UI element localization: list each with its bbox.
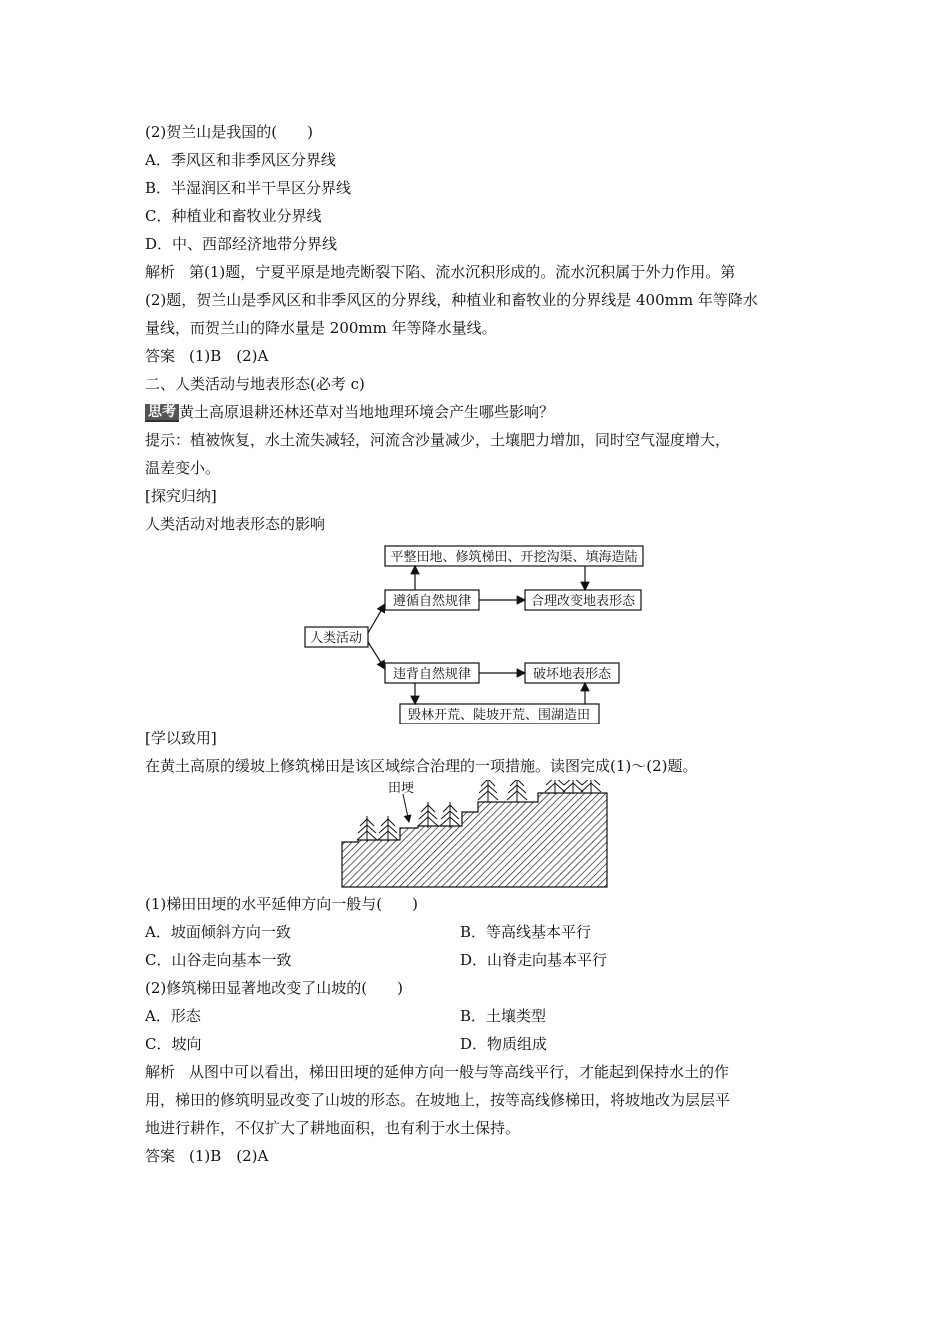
- tree: [378, 816, 398, 842]
- q2-title: (2)修筑梯田显著地改变了山坡的( ): [145, 979, 403, 997]
- analysis-line-1: 解析 第(1)题，宁夏平原是地壳断裂下陷、流水沉积形成的。流水沉积属于外力作用。第: [145, 263, 736, 281]
- hint-line-1: 提示：植被恢复，水土流失减轻，河流含沙量减少，土壤肥力增加，同时空气湿度增大，: [145, 431, 731, 449]
- q1-title: (1)梯田田埂的水平延伸方向一般与( ): [145, 895, 418, 913]
- flow-violate-label: 违背自然规律: [392, 667, 472, 682]
- analysis2-line-1: 解析 从图中可以看出，梯田田埂的延伸方向一般与等高线平行，才能起到保持水土的作: [145, 1063, 730, 1081]
- flow-follow-label: 遵循自然规律: [392, 594, 472, 609]
- q2-option-b: B．土壤类型: [460, 1007, 547, 1025]
- analysis2-label: 解析: [145, 1063, 176, 1081]
- section-heading: 二、人类活动与地表形态(必考 c): [145, 375, 365, 393]
- q1-option-b: B．等高线基本平行: [460, 923, 592, 941]
- option-d: D．中、西部经济地带分界线: [145, 235, 338, 253]
- answer2-text: (1)B (2)A: [189, 1147, 269, 1165]
- q1-option-c: C．山谷走向基本一致: [145, 951, 292, 969]
- tree: [581, 780, 601, 794]
- tree: [440, 802, 460, 828]
- q2-option-a: A．形态: [145, 1007, 201, 1025]
- answer2-line: [145, 1142, 810, 1170]
- analysis2-line-2: 用，梯田的修筑明显改变了山坡的形态。在坡地上，按等高线修梯田，将坡地改为层层平: [145, 1091, 731, 1109]
- option-b: B．半湿润区和半干旱区分界线: [145, 179, 352, 197]
- analysis-line-2: (2)题，贺兰山是季风区和非季风区的分界线，种植业和畜牧业的分界线是 400mm 年等降水: [145, 291, 758, 309]
- tree: [507, 780, 527, 802]
- question-2-title: (2)贺兰山是我国的( ): [145, 123, 313, 141]
- apply-label: [学以致用]: [145, 729, 217, 747]
- think-question: 思考 黄土高原退耕还林还草对当地地理环境会产生哪些影响？: [145, 398, 810, 426]
- q1-options-row-1: [145, 918, 810, 946]
- flow-diagram-svg: [145, 538, 810, 724]
- tree: [478, 780, 498, 802]
- q2-options-row-1: [145, 1002, 810, 1030]
- diagram-title: 人类活动对地表形态的影响: [145, 515, 326, 533]
- answer2-label: 答案: [145, 1147, 176, 1165]
- option-c: C．种植业和畜牧业分界线: [145, 207, 322, 225]
- q1-option-a: A．坡面倾斜方向一致: [145, 923, 291, 941]
- hint-line-2: 温差变小。: [145, 459, 221, 477]
- q1-option-d: D．山脊走向基本平行: [460, 951, 608, 969]
- tree: [357, 816, 377, 842]
- terrace-slope: [342, 793, 607, 887]
- answer-text: (1)B (2)A: [189, 347, 269, 365]
- intro-line: 在黄土高原的缓坡上修筑梯田是该区域综合治理的一项措施。读图完成(1)～(2)题。: [145, 757, 698, 775]
- flow-diagram: [145, 538, 810, 724]
- q2-option-c: C．坡向: [145, 1035, 202, 1053]
- tree: [418, 802, 438, 828]
- answer-line: [145, 342, 810, 370]
- tree: [563, 780, 583, 794]
- option-a: A．季风区和非季风区分界线: [145, 151, 336, 169]
- terrace-pointer: [403, 794, 409, 822]
- q1-options-row-2: [145, 946, 810, 974]
- flow-top-label: 平整田地、修筑梯田、开挖沟渠、填海造陆: [390, 550, 638, 565]
- flow-reasonable-label: 合理改变地表形态: [530, 594, 636, 609]
- flow-bottom-label: 毁林开荒、陡坡开荒、围湖造田: [407, 708, 591, 723]
- terrace-figure: [145, 780, 810, 890]
- explore-label: [探究归纳]: [145, 487, 217, 505]
- terrace-label: 田埂: [388, 781, 415, 796]
- document-page: [145, 118, 810, 1170]
- q2-option-d: D．物质组成: [460, 1035, 548, 1053]
- answer-label: 答案: [145, 347, 176, 365]
- analysis2-line-3: 地进行耕作，不仅扩大了耕地面积，也有利于水土保持。: [145, 1119, 521, 1137]
- flow-human-label: 人类活动: [309, 631, 363, 646]
- flow-destroy-label: 破坏地表形态: [532, 667, 612, 682]
- analysis-label: 解析: [145, 263, 176, 281]
- analysis-line-3: 量线，而贺兰山的降水量是 200mm 年等降水量线。: [145, 319, 497, 337]
- tree: [545, 780, 565, 794]
- think-badge: 思考: [145, 404, 179, 422]
- terrace-svg: [145, 780, 810, 890]
- q2-options-row-2: [145, 1030, 810, 1058]
